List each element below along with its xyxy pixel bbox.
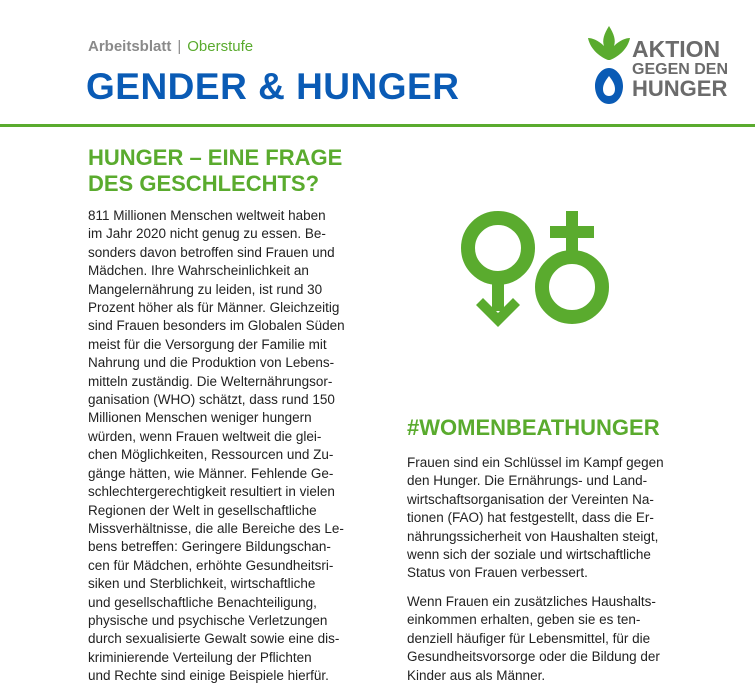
text-line: Regionen der Welt in gesellschaftliche xyxy=(88,502,317,518)
text-line: Nahrung und die Produktion von Lebens- xyxy=(88,355,335,371)
text-line: Gesundheitsvorsorge oder die Bildung der xyxy=(407,649,660,665)
text-line: und gesellschaftliche Benachteiligung, xyxy=(88,594,317,610)
heading-line: DES GESCHLECHTS? xyxy=(88,171,320,196)
body-text-left xyxy=(88,207,345,686)
text-line: bens betreffen: Geringere Bildungschan- xyxy=(88,539,331,555)
text-line: und Rechte sind einige Beispiele hierfür. xyxy=(88,668,329,684)
text-line: Mangelernährung zu leiden, ist rund 30 xyxy=(88,281,323,297)
gender-symbols-icon xyxy=(455,205,615,335)
kicker xyxy=(88,38,253,55)
text-line: Status von Frauen verbessert. xyxy=(407,565,588,581)
text-line: kriminierende Verteilung der Pflichten xyxy=(88,649,312,665)
text-line: wirtschaftsorganisation der Vereinten Na- xyxy=(407,491,654,507)
section-heading-right: #WOMENBEATHUNGER xyxy=(407,415,660,440)
divider xyxy=(0,124,755,127)
text-line: würden, wenn Frauen weltweit die glei- xyxy=(88,428,322,444)
body-text-right-paragraph-2 xyxy=(407,593,660,685)
text-line: Millionen Menschen weniger hungern xyxy=(88,410,312,426)
text-line: Prozent höher als für Männer. Gleichzeitig xyxy=(88,300,340,316)
text-line: Missverhältnisse, die alle Bereiche des Le- xyxy=(88,520,344,536)
kicker-sub: Oberstufe xyxy=(187,38,254,55)
text-line: im Jahr 2020 nicht genug zu essen. Be- xyxy=(88,226,326,242)
text-line: denziell häufiger für Lebensmittel, für die xyxy=(407,630,651,646)
text-line: physische und psychische Verletzungen xyxy=(88,612,328,628)
text-line: den Hunger. Die Ernährungs- und Land- xyxy=(407,473,648,489)
text-line: meist für die Versorgung der Familie mit xyxy=(88,336,327,352)
text-line: siken und Sterblichkeit, wirtschaftliche xyxy=(88,576,316,592)
text-line: ganisation (WHO) schätzt, dass rund 150 xyxy=(88,392,335,408)
text-line: wenn sich der soziale und wirtschaftliche xyxy=(407,547,651,563)
logo-text xyxy=(632,38,728,100)
text-line: Mädchen. Ihre Wahrscheinlichkeit an xyxy=(88,263,309,279)
text-line: durch sexualisierte Gewalt sowie eine dis- xyxy=(88,631,340,647)
logo-leaf-drop-icon xyxy=(588,24,632,108)
text-line: mitteln zuständig. Die Welternährungsor- xyxy=(88,373,333,389)
page-title: GENDER & HUNGER xyxy=(86,66,460,107)
logo-line-2: GEGEN DEN xyxy=(632,61,729,78)
text-line: gänge hätten, wie Männer. Fehlende Ge- xyxy=(88,465,334,481)
text-line: Kinder aus als Männer. xyxy=(407,667,546,683)
text-line: nährungssicherheit von Haushalten steigt, xyxy=(407,528,659,544)
kicker-main: Arbeitsblatt xyxy=(88,38,172,55)
text-line: Wenn Frauen ein zusätzliches Haushalts- xyxy=(407,594,656,609)
text-line: 811 Millionen Menschen weltweit haben xyxy=(88,208,326,223)
section-heading-left xyxy=(88,145,342,197)
kicker-separator: | xyxy=(177,38,182,55)
logo xyxy=(588,24,738,108)
text-line: sonders davon betroffen sind Frauen und xyxy=(88,244,335,260)
text-line: sind Frauen besonders im Globalen Süden xyxy=(88,318,345,334)
logo-line-3: HUNGER xyxy=(632,76,728,101)
male-symbol-icon xyxy=(468,218,528,327)
text-line: Frauen sind ein Schlüssel im Kampf gegen xyxy=(407,455,664,470)
text-line: tionen (FAO) hat festgestellt, dass die Er- xyxy=(407,510,654,526)
logo-line-1: AKTION xyxy=(632,36,721,62)
body-text-right-paragraph-1 xyxy=(407,454,664,583)
text-line: schlechtergerechtigkeit resultiert in vielen xyxy=(88,484,335,500)
text-line: cen für Mädchen, erhöhte Gesundheitsri- xyxy=(88,557,334,573)
heading-line: HUNGER – EINE FRAGE xyxy=(88,145,343,170)
text-line: einkommen erhalten, geben sie es ten- xyxy=(407,612,641,628)
text-line: chen Möglichkeiten, Ressourcen und Zu- xyxy=(88,447,334,463)
female-symbol-icon xyxy=(542,211,602,317)
